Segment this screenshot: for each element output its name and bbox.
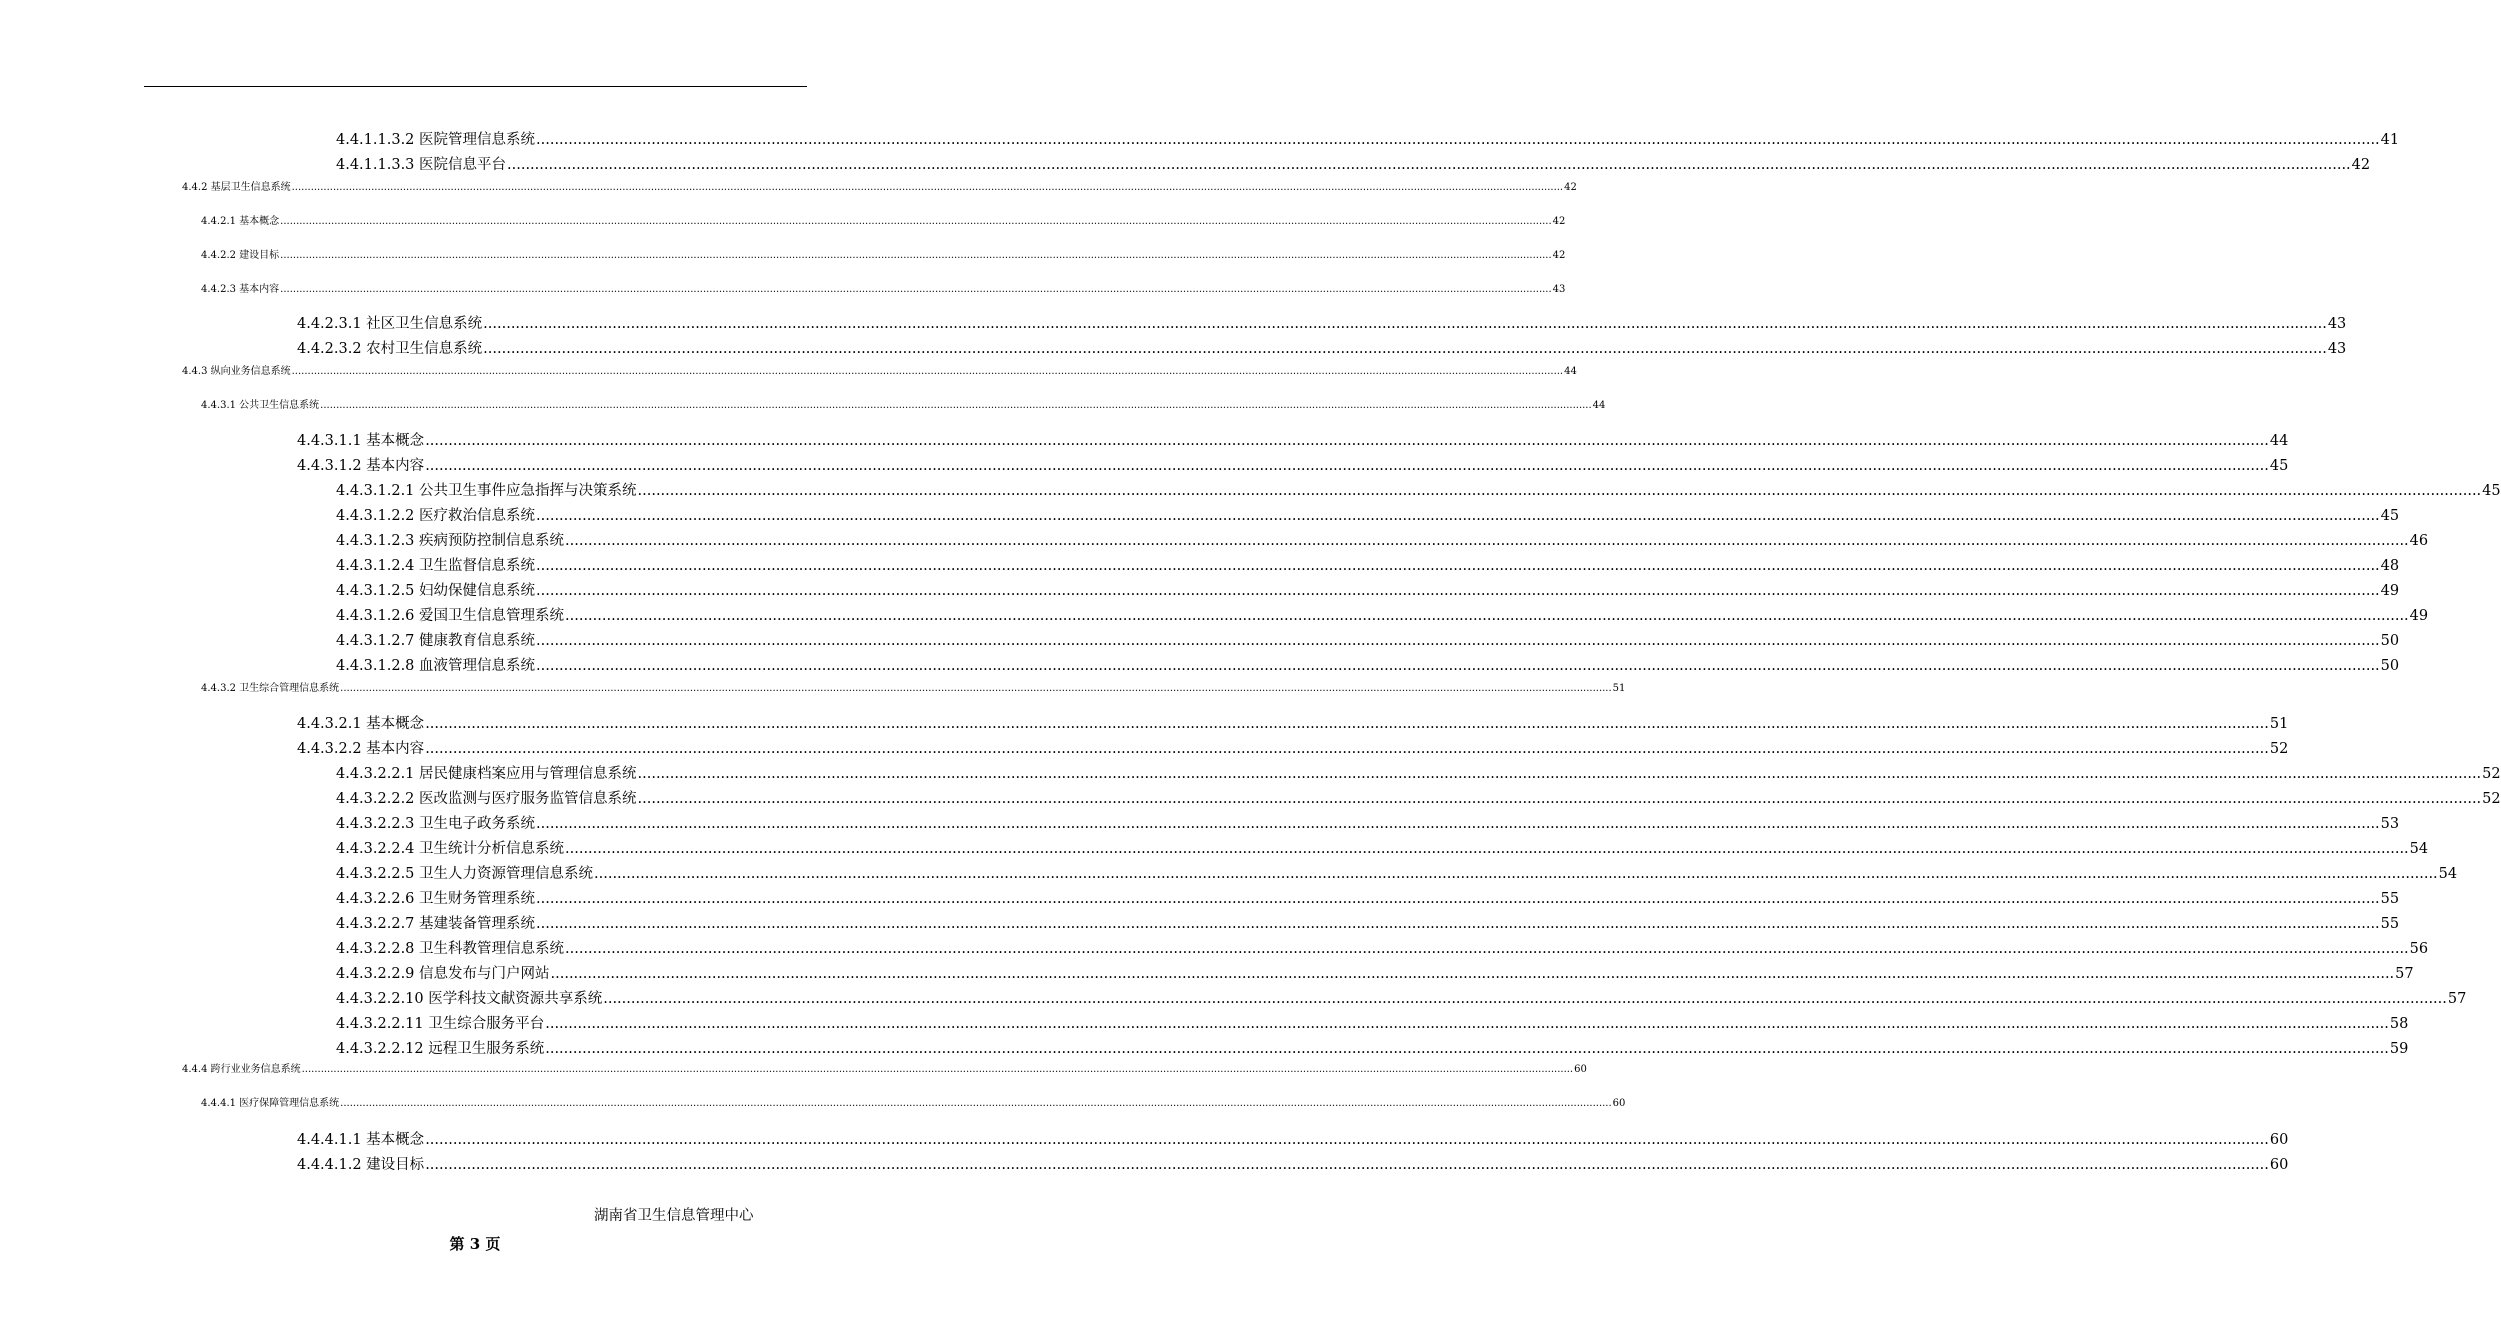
toc-leader-dots: ................................................................................................................................................................................................................................................................................................................................................................................................................: [536, 658, 2380, 674]
toc-leader-dots: ................................................................................................................................................................................................................................................................................................................................................................................................................: [536, 633, 2380, 649]
toc-leader-dots: ................................................................................................................................................................................................................................................................................................................................................................................................................: [280, 216, 1552, 227]
toc-entry[interactable]: [201, 399, 1606, 412]
toc-entry[interactable]: [182, 1063, 1587, 1076]
toc-entry[interactable]: [336, 131, 2400, 149]
toc-entry-page-number: 43: [2327, 316, 2347, 332]
toc-entry[interactable]: [336, 557, 2400, 575]
toc-leader-dots: ................................................................................................................................................................................................................................................................................................................................................................................................................: [565, 841, 2409, 857]
toc-entry-title: 4.4.3.1.2.6 爱国卫生信息管理系统: [336, 608, 565, 624]
toc-entry-page-number: 51: [2269, 716, 2289, 732]
toc-entry-page-number: 57: [2395, 966, 2414, 982]
toc-entry-title: 4.4.3.2 卫生综合管理信息系统: [201, 683, 340, 694]
toc-entry-title: 4.4.2.3 基本内容: [201, 284, 280, 295]
toc-entry-page-number: 55: [2380, 916, 2400, 932]
toc-entry[interactable]: [336, 965, 2414, 983]
toc-entry[interactable]: [336, 507, 2400, 525]
toc-entry-title: 4.4.3.1.2 基本内容: [297, 458, 425, 474]
toc-entry-page-number: 56: [2409, 941, 2429, 957]
toc-entry[interactable]: [297, 457, 2289, 475]
toc-entry-title: 4.4.3.2.2.10 医学科技文献资源共享系统: [336, 991, 603, 1007]
toc-entry-title: 4.4.3.2.2.11 卫生综合服务平台: [336, 1016, 545, 1032]
toc-leader-dots: ................................................................................................................................................................................................................................................................................................................................................................................................................: [637, 483, 2482, 499]
toc-entry-page-number: 57: [2447, 991, 2467, 1007]
toc-entry-title: 4.4.4.1.1 基本概念: [297, 1132, 425, 1148]
toc-leader-dots: ................................................................................................................................................................................................................................................................................................................................................................................................................: [291, 366, 1564, 377]
footer-organization: 湖南省卫生信息管理中心: [594, 1208, 754, 1224]
toc-leader-dots: ................................................................................................................................................................................................................................................................................................................................................................................................................: [425, 1132, 2269, 1148]
toc-entry-title: 4.4.3.1 公共卫生信息系统: [201, 400, 320, 411]
toc-entry-page-number: 45: [2482, 483, 2501, 499]
toc-leader-dots: ................................................................................................................................................................................................................................................................................................................................................................................................................: [280, 284, 1552, 295]
toc-entry-title: 4.4.3.1.2.5 妇幼保健信息系统: [336, 583, 536, 599]
toc-entry[interactable]: [297, 1131, 2289, 1149]
toc-entry-title: 4.4.3.1.2.2 医疗救治信息系统: [336, 508, 536, 524]
toc-entry[interactable]: [336, 482, 2501, 500]
toc-entry-page-number: 45: [2269, 458, 2289, 474]
toc-entry-title: 4.4.2.1 基本概念: [201, 216, 280, 227]
toc-leader-dots: ................................................................................................................................................................................................................................................................................................................................................................................................................: [637, 791, 2482, 807]
toc-entry-page-number: 49: [2409, 608, 2429, 624]
toc-entry[interactable]: [336, 156, 2371, 174]
toc-entry[interactable]: [336, 582, 2400, 600]
toc-entry[interactable]: [297, 1156, 2289, 1174]
toc-entry-page-number: 42: [1552, 250, 1566, 261]
toc-entry-title: 4.4.1.1.3.3 医院信息平台: [336, 157, 507, 173]
toc-leader-dots: ................................................................................................................................................................................................................................................................................................................................................................................................................: [603, 991, 2447, 1007]
toc-entry[interactable]: [336, 940, 2429, 958]
toc-entry[interactable]: [336, 990, 2467, 1008]
toc-entry-page-number: 50: [2380, 658, 2400, 674]
toc-entry-page-number: 53: [2380, 816, 2400, 832]
toc-entry-page-number: 43: [2327, 341, 2347, 357]
toc-entry-page-number: 54: [2438, 866, 2458, 882]
toc-leader-dots: ................................................................................................................................................................................................................................................................................................................................................................................................................: [291, 182, 1564, 193]
toc-entry-page-number: 54: [2409, 841, 2429, 857]
toc-entry-page-number: 60: [1612, 1098, 1626, 1109]
toc-leader-dots: ................................................................................................................................................................................................................................................................................................................................................................................................................: [550, 966, 2395, 982]
toc-entry[interactable]: [201, 1097, 1626, 1110]
toc-entry-page-number: 48: [2380, 558, 2400, 574]
toc-entry-title: 4.4.3.1.2.4 卫生监督信息系统: [336, 558, 536, 574]
toc-leader-dots: ................................................................................................................................................................................................................................................................................................................................................................................................................: [536, 891, 2380, 907]
toc-leader-dots: ................................................................................................................................................................................................................................................................................................................................................................................................................: [425, 458, 2269, 474]
toc-entry[interactable]: [336, 865, 2458, 883]
toc-leader-dots: ................................................................................................................................................................................................................................................................................................................................................................................................................: [340, 1098, 1612, 1109]
toc-entry-page-number: 44: [1592, 400, 1606, 411]
toc-entry-page-number: 60: [1574, 1064, 1587, 1075]
toc-entry[interactable]: [336, 790, 2501, 808]
toc-entry-title: 4.4.2 基层卫生信息系统: [182, 182, 291, 193]
toc-entry[interactable]: [297, 315, 2347, 333]
toc-entry-page-number: 49: [2380, 583, 2400, 599]
toc-entry-title: 4.4.3.2.2.12 远程卫生服务系统: [336, 1041, 545, 1057]
toc-leader-dots: ................................................................................................................................................................................................................................................................................................................................................................................................................: [536, 508, 2380, 524]
toc-entry-page-number: 43: [1552, 284, 1566, 295]
toc-entry-page-number: 46: [2409, 533, 2429, 549]
toc-entry[interactable]: [336, 632, 2400, 650]
toc-entry-page-number: 59: [2389, 1041, 2409, 1057]
toc-leader-dots: ................................................................................................................................................................................................................................................................................................................................................................................................................: [545, 1041, 2389, 1057]
toc-leader-dots: ................................................................................................................................................................................................................................................................................................................................................................................................................: [425, 1157, 2269, 1173]
toc-entry[interactable]: [336, 1040, 2409, 1058]
toc-leader-dots: ................................................................................................................................................................................................................................................................................................................................................................................................................: [565, 941, 2409, 957]
toc-entry[interactable]: [297, 340, 2347, 358]
toc-entry[interactable]: [336, 765, 2501, 783]
toc-leader-dots: ................................................................................................................................................................................................................................................................................................................................................................................................................: [536, 583, 2380, 599]
toc-entry-title: 4.4.2.3.1 社区卫生信息系统: [297, 316, 483, 332]
toc-entry[interactable]: [297, 432, 2289, 450]
toc-entry-page-number: 42: [1552, 216, 1566, 227]
toc-entry-page-number: 51: [1612, 683, 1626, 694]
toc-entry-title: 4.4.3.2.2.1 居民健康档案应用与管理信息系统: [336, 766, 637, 782]
toc-entry-title: 4.4.1.1.3.2 医院管理信息系统: [336, 132, 536, 148]
footer-page-number: 第 3 页: [449, 1235, 501, 1253]
toc-entry[interactable]: [201, 682, 1626, 695]
toc-entry-title: 4.4.3.1.2.7 健康教育信息系统: [336, 633, 536, 649]
toc-entry-page-number: 44: [2269, 433, 2289, 449]
toc-entry-title: 4.4.3.2.1 基本概念: [297, 716, 425, 732]
toc-leader-dots: ................................................................................................................................................................................................................................................................................................................................................................................................................: [536, 558, 2380, 574]
toc-entry-title: 4.4.4.1 医疗保障管理信息系统: [201, 1098, 340, 1109]
toc-entry[interactable]: [336, 532, 2429, 550]
toc-entry[interactable]: [182, 365, 1577, 378]
toc-entry-title: 4.4.4.1.2 建设目标: [297, 1157, 425, 1173]
toc-leader-dots: ................................................................................................................................................................................................................................................................................................................................................................................................................: [545, 1016, 2389, 1032]
toc-entry-page-number: 45: [2380, 508, 2400, 524]
toc-entry-title: 4.4.3.2.2.9 信息发布与门户网站: [336, 966, 550, 982]
toc-leader-dots: ................................................................................................................................................................................................................................................................................................................................................................................................................: [425, 741, 2269, 757]
toc-leader-dots: ................................................................................................................................................................................................................................................................................................................................................................................................................: [565, 533, 2409, 549]
toc-entry[interactable]: [336, 915, 2400, 933]
toc-entry-title: 4.4.2.2 建设目标: [201, 250, 280, 261]
toc-entry[interactable]: [182, 181, 1577, 194]
toc-entry-title: 4.4.4 跨行业业务信息系统: [182, 1064, 301, 1075]
toc-entry-page-number: 52: [2269, 741, 2289, 757]
toc-leader-dots: ................................................................................................................................................................................................................................................................................................................................................................................................................: [425, 716, 2269, 732]
toc-entry-title: 4.4.3.2.2.6 卫生财务管理系统: [336, 891, 536, 907]
toc-leader-dots: ................................................................................................................................................................................................................................................................................................................................................................................................................: [483, 341, 2327, 357]
toc-entry-page-number: 41: [2380, 132, 2400, 148]
toc-entry-title: 4.4.3.2.2.5 卫生人力资源管理信息系统: [336, 866, 594, 882]
toc-entry[interactable]: [297, 740, 2289, 758]
toc-entry-page-number: 52: [2482, 791, 2501, 807]
toc-entry[interactable]: [336, 607, 2429, 625]
toc-entry[interactable]: [201, 249, 1566, 262]
toc-entry-page-number: 58: [2389, 1016, 2409, 1032]
toc-entry[interactable]: [201, 283, 1566, 296]
toc-entry-title: 4.4.3.2.2.4 卫生统计分析信息系统: [336, 841, 565, 857]
toc-entry-page-number: 55: [2380, 891, 2400, 907]
toc-entry[interactable]: [336, 1015, 2409, 1033]
toc-leader-dots: ................................................................................................................................................................................................................................................................................................................................................................................................................: [507, 157, 2351, 173]
toc-leader-dots: ................................................................................................................................................................................................................................................................................................................................................................................................................: [340, 683, 1612, 694]
toc-entry-title: 4.4.3 纵向业务信息系统: [182, 366, 291, 377]
toc-entry-title: 4.4.3.2.2.8 卫生科教管理信息系统: [336, 941, 565, 957]
toc-leader-dots: ................................................................................................................................................................................................................................................................................................................................................................................................................: [536, 916, 2380, 932]
toc-leader-dots: ................................................................................................................................................................................................................................................................................................................................................................................................................: [637, 766, 2482, 782]
toc-entry-page-number: 60: [2269, 1157, 2289, 1173]
toc-leader-dots: ................................................................................................................................................................................................................................................................................................................................................................................................................: [536, 816, 2380, 832]
toc-entry-title: 4.4.3.1.2.8 血液管理信息系统: [336, 658, 536, 674]
toc-leader-dots: ................................................................................................................................................................................................................................................................................................................................................................................................................: [565, 608, 2409, 624]
toc-entry-title: 4.4.3.1.2.1 公共卫生事件应急指挥与决策系统: [336, 483, 637, 499]
toc-leader-dots: ................................................................................................................................................................................................................................................................................................................................................................................................................: [320, 400, 1592, 411]
toc-entry-page-number: 60: [2269, 1132, 2289, 1148]
toc-leader-dots: ................................................................................................................................................................................................................................................................................................................................................................................................................: [425, 433, 2269, 449]
toc-leader-dots: ................................................................................................................................................................................................................................................................................................................................................................................................................: [301, 1064, 1574, 1075]
toc-entry-page-number: 42: [2351, 157, 2371, 173]
toc-entry-page-number: 50: [2380, 633, 2400, 649]
toc-leader-dots: ................................................................................................................................................................................................................................................................................................................................................................................................................: [483, 316, 2327, 332]
toc-entry-page-number: 42: [1564, 182, 1577, 193]
toc-entry-title: 4.4.3.2.2.3 卫生电子政务系统: [336, 816, 536, 832]
toc-entry-title: 4.4.3.2.2.7 基建装备管理系统: [336, 916, 536, 932]
toc-entry-title: 4.4.3.1.2.3 疾病预防控制信息系统: [336, 533, 565, 549]
toc-leader-dots: ................................................................................................................................................................................................................................................................................................................................................................................................................: [594, 866, 2438, 882]
toc-entry-title: 4.4.2.3.2 农村卫生信息系统: [297, 341, 483, 357]
toc-leader-dots: ................................................................................................................................................................................................................................................................................................................................................................................................................: [280, 250, 1552, 261]
toc-entry[interactable]: [336, 840, 2429, 858]
toc-entry[interactable]: [201, 215, 1566, 228]
toc-entry[interactable]: [336, 657, 2400, 675]
toc-leader-dots: ................................................................................................................................................................................................................................................................................................................................................................................................................: [536, 132, 2380, 148]
toc-entry-title: 4.4.3.1.1 基本概念: [297, 433, 425, 449]
toc-entry-page-number: 52: [2482, 766, 2501, 782]
toc-entry-page-number: 44: [1564, 366, 1577, 377]
toc-entry-title: 4.4.3.2.2 基本内容: [297, 741, 425, 757]
toc-entry-title: 4.4.3.2.2.2 医改监测与医疗服务监管信息系统: [336, 791, 637, 807]
toc-entry[interactable]: [336, 890, 2400, 908]
toc-entry[interactable]: [336, 815, 2400, 833]
toc-entry[interactable]: [297, 715, 2289, 733]
